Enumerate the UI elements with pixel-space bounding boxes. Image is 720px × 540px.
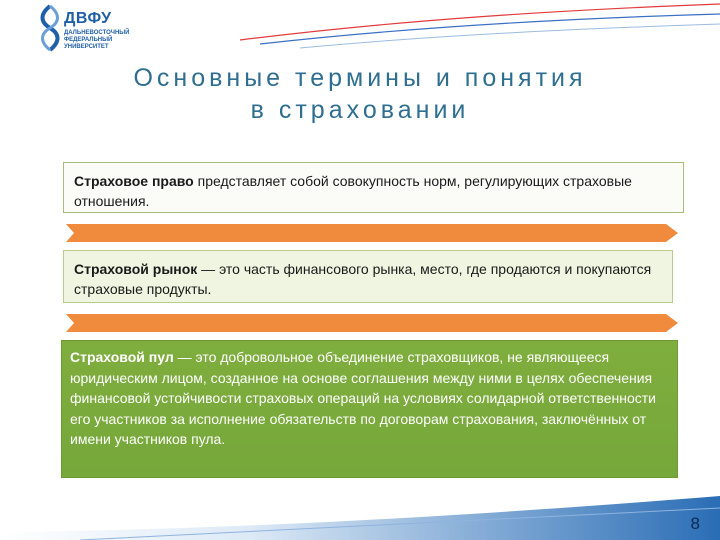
term-insurance-law: Страховое право [74,173,194,189]
slide-title: Основные термины и понятия в страховании [133,64,587,124]
orange-arrow-connector [66,314,678,332]
definition-insurance-pool: — это добровольное объединение страховщиков, не являющееся юридическим лицом, созданное на основе соглашения между ними в целях обеспечения финансовой устойчивости страховых операций на условиях солидарной ответственности его участников за исполнение обязательств по договорам страхования, заключённых от имени участников пула. [70,349,656,447]
definition-box-insurance-law [63,162,684,213]
university-logo [36,4,130,58]
logo-emblem-icon [36,4,64,54]
definition-insurance-market: — это часть финансового рынка, место, где продаются и покупаются страховые продукты. [74,261,652,297]
page-number: 8 [690,514,700,533]
term-insurance-market: Страховой рынок [74,261,198,277]
definition-box-insurance-market [63,250,673,303]
orange-arrow-connector [66,224,678,242]
term-insurance-pool: Страховой пул [70,349,174,365]
logo-full-name: ДАЛЬНЕВОСТОЧНЫЙ ФЕДЕРАЛЬНЫЙ УНИВЕРСИТЕТ [64,30,130,50]
logo-abbreviation: ДВФУ [64,10,112,27]
footer-wave-decoration [0,490,720,540]
definition-box-insurance-pool [61,340,678,478]
definition-insurance-law: представляет собой совокупность норм, регулирующих страховые отношения. [74,173,632,209]
